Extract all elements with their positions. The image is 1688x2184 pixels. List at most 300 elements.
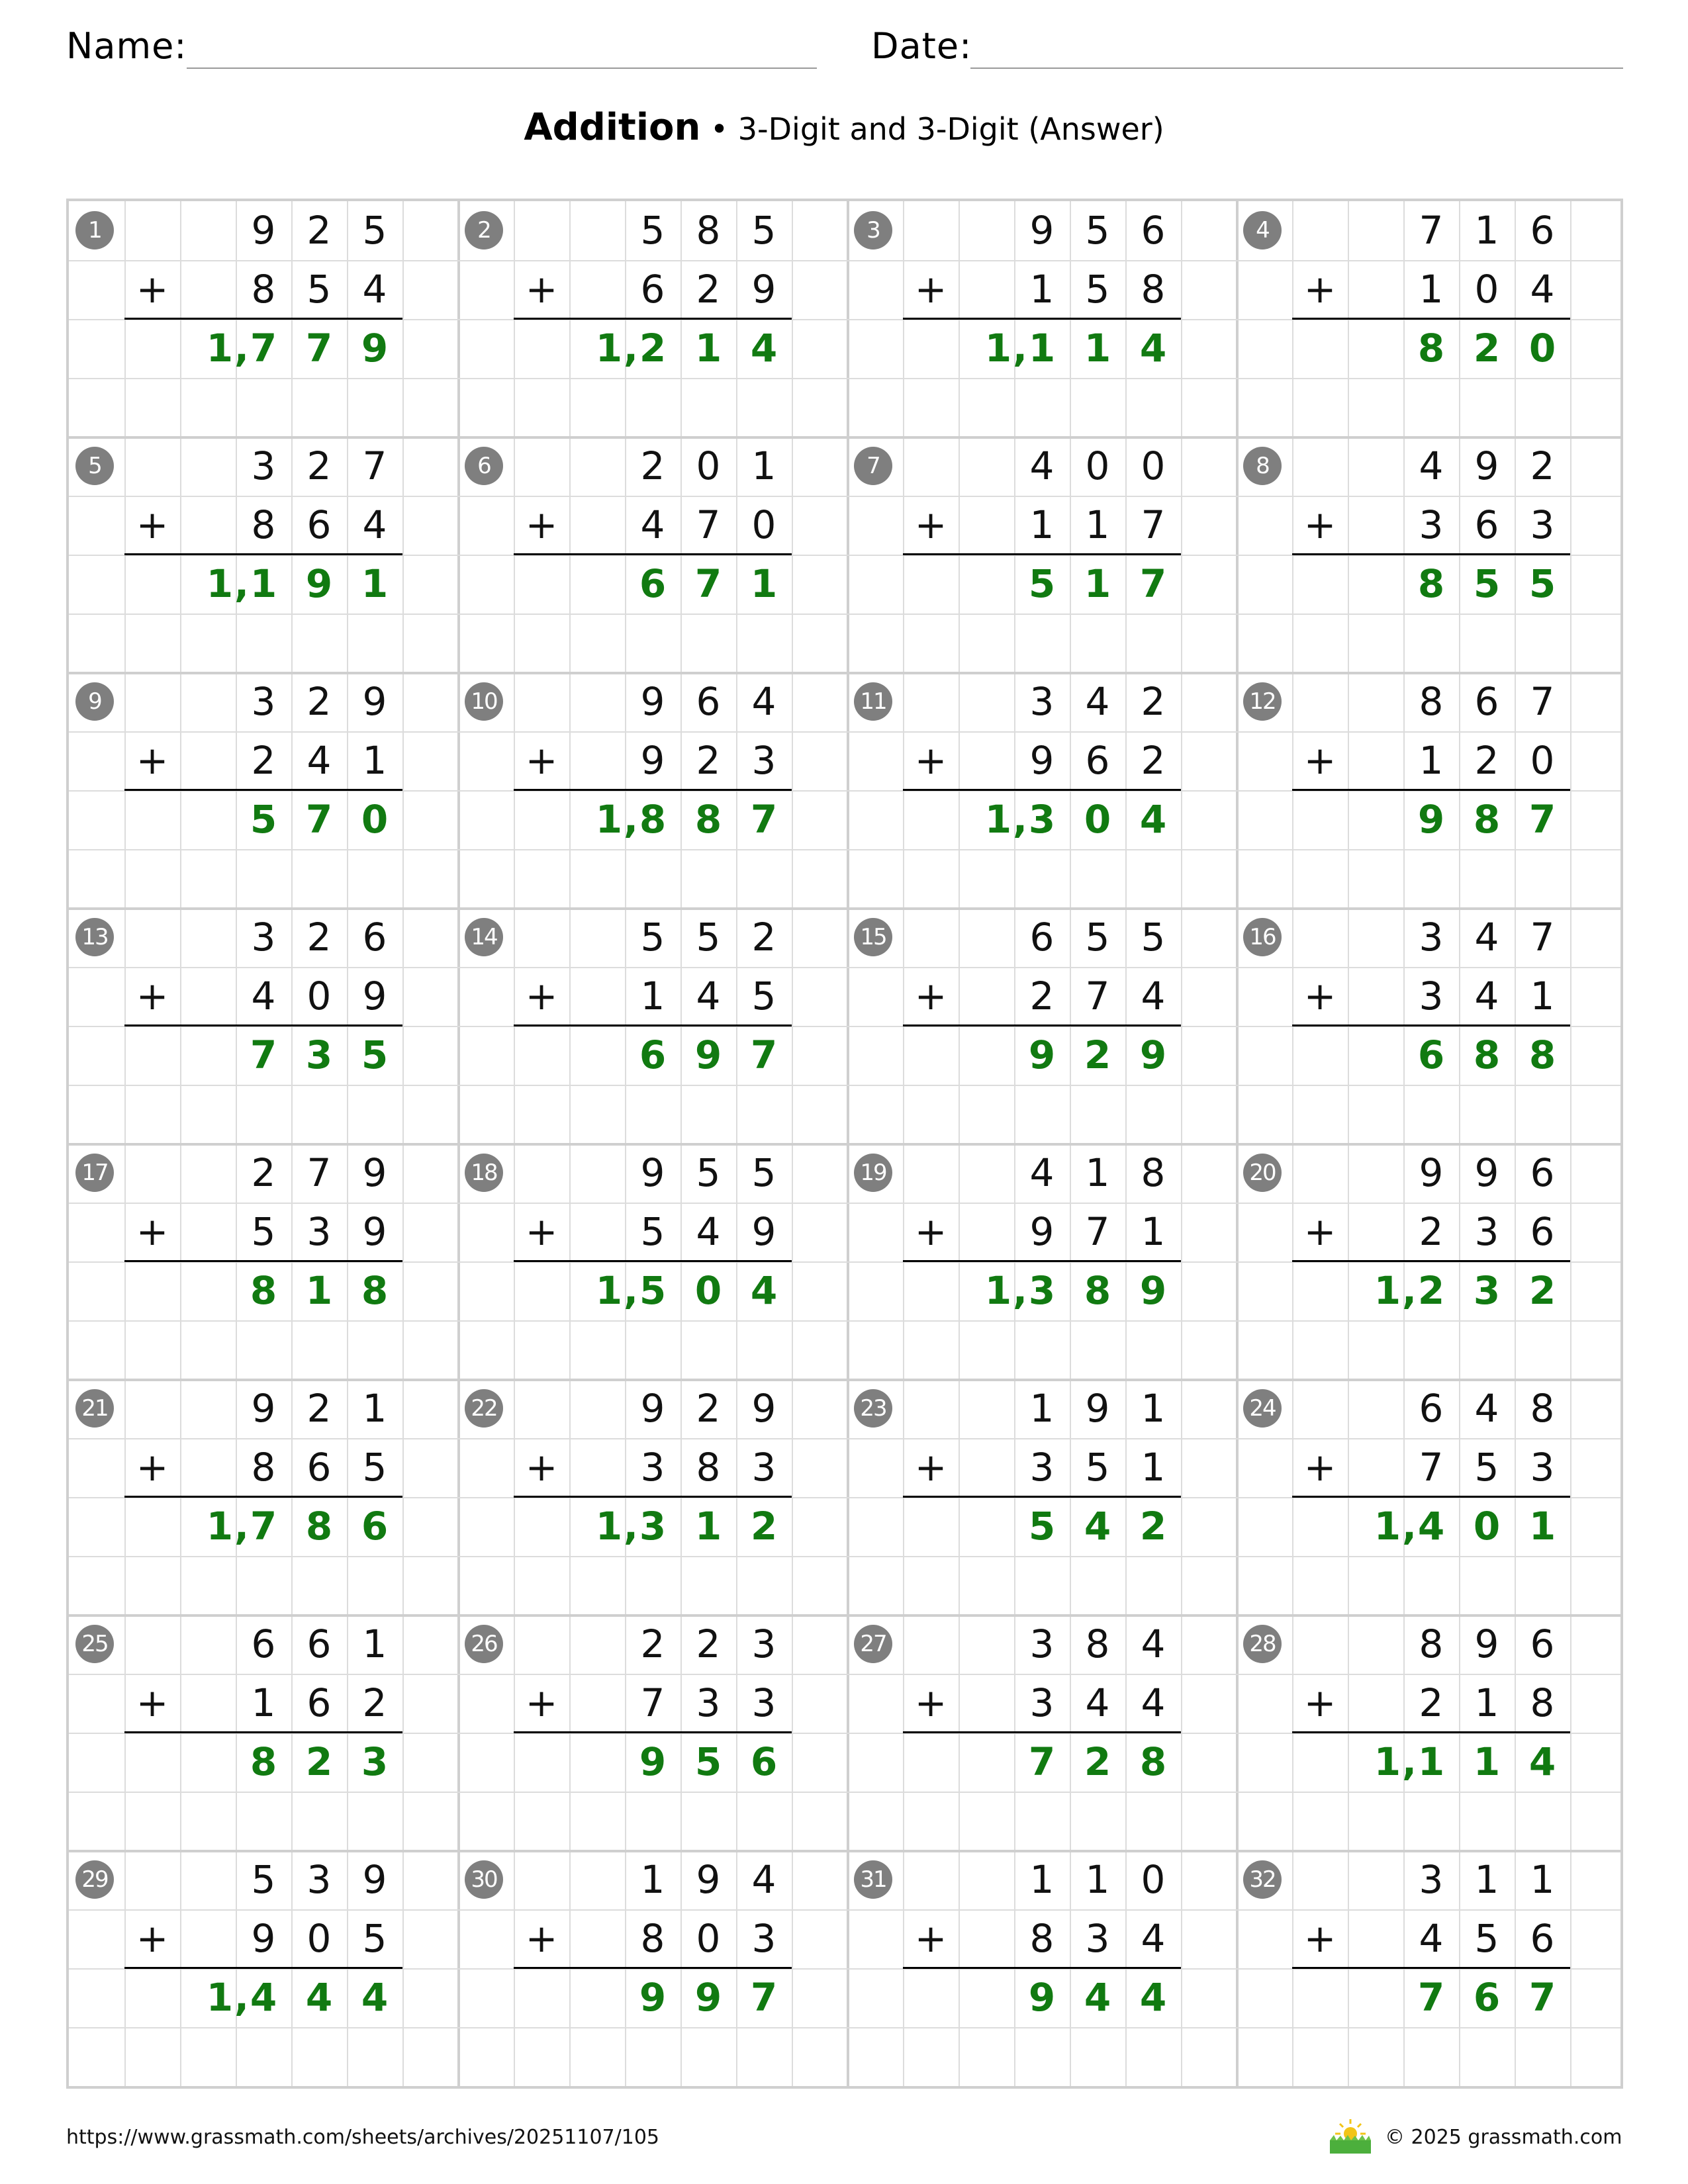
bottom-addend-digit: 5 [251, 1209, 276, 1254]
problem-29 [69, 1850, 458, 2086]
answer: 5 1 7 [1028, 561, 1167, 606]
plus-operator: + [1303, 738, 1336, 783]
bottom-addend-digit: 2 [696, 738, 721, 783]
top-addend-digit: 7 [1530, 679, 1555, 724]
answer: 1,8 8 7 [595, 797, 778, 842]
bottom-addend-digit: 9 [251, 1916, 276, 1961]
answer: 9 9 7 [639, 1975, 778, 2020]
top-addend-digit: 2 [306, 915, 332, 960]
bottom-addend-digit: 9 [1029, 1209, 1055, 1254]
top-addend-digit: 8 [1530, 1386, 1555, 1431]
answer: 7 3 5 [250, 1032, 389, 1077]
bottom-addend-digit: 6 [306, 502, 332, 547]
top-addend-digit: 6 [306, 1621, 332, 1666]
plus-operator: + [136, 267, 169, 312]
top-addend-digit: 4 [1419, 443, 1444, 488]
problem-32 [1237, 1850, 1626, 2086]
bottom-addend-digit: 4 [1474, 974, 1499, 1019]
top-addend-digit: 9 [1474, 1621, 1499, 1666]
plus-operator: + [136, 1680, 169, 1725]
problem-number-badge: 30 [465, 1860, 503, 1899]
top-addend-digit: 1 [1474, 1857, 1499, 1902]
bottom-addend-digit: 3 [696, 1680, 721, 1725]
top-addend-digit: 2 [306, 1386, 332, 1431]
top-addend-digit: 1 [1141, 1386, 1166, 1431]
problem-number-badge: 20 [1243, 1154, 1282, 1192]
top-addend-digit: 8 [1419, 679, 1444, 724]
top-addend-digit: 9 [640, 1150, 665, 1195]
answer: 1,4 0 1 [1374, 1504, 1556, 1549]
title-main: Addition [524, 106, 701, 149]
bottom-addend-digit: 1 [1530, 974, 1555, 1019]
top-addend-digit: 5 [751, 1150, 776, 1195]
bottom-addend-digit: 6 [306, 1680, 332, 1725]
problem-number-badge: 29 [75, 1860, 114, 1899]
problem-15 [847, 908, 1237, 1144]
problem-number-badge: 28 [1243, 1625, 1282, 1663]
bottom-addend-digit: 2 [362, 1680, 387, 1725]
bottom-addend-digit: 3 [751, 738, 776, 783]
problem-10 [458, 672, 847, 908]
top-addend-digit: 1 [1029, 1857, 1055, 1902]
top-addend-digit: 5 [251, 1857, 276, 1902]
answer: 9 4 4 [1028, 1975, 1167, 2020]
top-addend-digit: 1 [1085, 1857, 1110, 1902]
top-addend-digit: 4 [1029, 1150, 1055, 1195]
bottom-addend-digit: 4 [306, 738, 332, 783]
top-addend-digit: 8 [696, 208, 721, 253]
bottom-addend-digit: 1 [1474, 1680, 1499, 1725]
bottom-addend-digit: 4 [362, 267, 387, 312]
plus-operator: + [525, 502, 558, 547]
bottom-addend-digit: 5 [1085, 267, 1110, 312]
plus-operator: + [914, 502, 947, 547]
plus-operator: + [136, 1209, 169, 1254]
top-addend-digit: 9 [251, 1386, 276, 1431]
answer: 8 1 8 [250, 1268, 389, 1313]
answer: 7 6 7 [1417, 1975, 1556, 2020]
bottom-addend-digit: 5 [1474, 1445, 1499, 1490]
top-addend-digit: 5 [1141, 915, 1166, 960]
bottom-addend-digit: 3 [1474, 1209, 1499, 1254]
answer: 1,1 9 1 [206, 561, 389, 606]
top-addend-digit: 6 [1530, 1621, 1555, 1666]
problem-number-badge: 24 [1243, 1389, 1282, 1428]
problem-number-badge: 27 [854, 1625, 892, 1663]
top-addend-digit: 0 [1085, 443, 1110, 488]
bottom-addend-digit: 2 [1419, 1209, 1444, 1254]
problem-number-badge: 18 [465, 1154, 503, 1192]
problem-11 [847, 672, 1237, 908]
bottom-addend-digit: 8 [251, 502, 276, 547]
bottom-addend-digit: 6 [640, 267, 665, 312]
name-label: Name: [66, 25, 187, 67]
top-addend-digit: 2 [306, 208, 332, 253]
bottom-addend-digit: 1 [640, 974, 665, 1019]
bottom-addend-digit: 4 [1530, 267, 1555, 312]
bottom-addend-digit: 0 [751, 502, 776, 547]
plus-operator: + [914, 738, 947, 783]
problem-13 [69, 908, 458, 1144]
bottom-addend-digit: 1 [251, 1680, 276, 1725]
plus-operator: + [1303, 502, 1336, 547]
name-line [187, 68, 817, 69]
top-addend-digit: 3 [1419, 1857, 1444, 1902]
bottom-addend-digit: 8 [1029, 1916, 1055, 1961]
answer: 1,1 1 4 [1374, 1739, 1556, 1784]
problem-24 [1237, 1379, 1626, 1615]
top-addend-digit: 1 [640, 1857, 665, 1902]
answer: 9 2 9 [1028, 1032, 1167, 1077]
top-addend-digit: 9 [640, 679, 665, 724]
problem-number-badge: 8 [1243, 447, 1282, 485]
top-addend-digit: 6 [1141, 208, 1166, 253]
bottom-addend-digit: 1 [1419, 267, 1444, 312]
problem-number-badge: 26 [465, 1625, 503, 1663]
answer: 1,3 8 9 [984, 1268, 1167, 1313]
bottom-addend-digit: 1 [1141, 1445, 1166, 1490]
problem-number-badge: 2 [465, 211, 503, 250]
bottom-addend-digit: 8 [251, 267, 276, 312]
plus-operator: + [136, 738, 169, 783]
plus-operator: + [1303, 1209, 1336, 1254]
bottom-addend-digit: 9 [362, 1209, 387, 1254]
bottom-addend-digit: 1 [362, 738, 387, 783]
problem-30 [458, 1850, 847, 2086]
problem-28 [1237, 1615, 1626, 1850]
problem-20 [1237, 1144, 1626, 1379]
bottom-addend-digit: 7 [1085, 1209, 1110, 1254]
bottom-addend-digit: 6 [1530, 1916, 1555, 1961]
answer: 8 2 0 [1417, 326, 1556, 371]
bottom-addend-digit: 3 [1029, 1445, 1055, 1490]
bottom-addend-digit: 9 [751, 1209, 776, 1254]
bottom-addend-digit: 4 [1419, 1916, 1444, 1961]
top-addend-digit: 3 [251, 443, 276, 488]
problem-number-badge: 7 [854, 447, 892, 485]
bottom-addend-digit: 3 [751, 1445, 776, 1490]
problem-5 [69, 437, 458, 672]
plus-operator: + [525, 974, 558, 1019]
answer: 1,5 0 4 [595, 1268, 778, 1313]
top-addend-digit: 9 [640, 1386, 665, 1431]
answer: 6 8 8 [1417, 1032, 1556, 1077]
problem-25 [69, 1615, 458, 1850]
answer: 1,3 0 4 [984, 797, 1167, 842]
problem-number-badge: 9 [75, 682, 114, 721]
top-addend-digit: 1 [362, 1386, 387, 1431]
answer: 5 4 2 [1028, 1504, 1167, 1549]
top-addend-digit: 3 [251, 915, 276, 960]
top-addend-digit: 1 [751, 443, 776, 488]
top-addend-digit: 2 [696, 1386, 721, 1431]
bottom-addend-digit: 6 [1530, 1209, 1555, 1254]
top-addend-digit: 6 [251, 1621, 276, 1666]
problem-6 [458, 437, 847, 672]
bottom-addend-digit: 3 [1419, 974, 1444, 1019]
top-addend-digit: 9 [362, 679, 387, 724]
top-addend-digit: 2 [640, 443, 665, 488]
bottom-addend-digit: 6 [306, 1445, 332, 1490]
plus-operator: + [525, 1445, 558, 1490]
answer: 1,1 1 4 [984, 326, 1167, 371]
top-addend-digit: 2 [306, 679, 332, 724]
bottom-addend-digit: 2 [1474, 738, 1499, 783]
problem-number-badge: 3 [854, 211, 892, 250]
bottom-addend-digit: 0 [1474, 267, 1499, 312]
answer: 6 7 1 [639, 561, 778, 606]
bottom-addend-digit: 8 [251, 1445, 276, 1490]
top-addend-digit: 1 [1029, 1386, 1055, 1431]
plus-operator: + [525, 1680, 558, 1725]
problem-number-badge: 6 [465, 447, 503, 485]
problem-number-badge: 10 [465, 682, 503, 721]
problem-1 [69, 201, 458, 437]
problem-number-badge: 4 [1243, 211, 1282, 250]
bottom-addend-digit: 9 [640, 738, 665, 783]
top-addend-digit: 1 [362, 1621, 387, 1666]
problem-number-badge: 22 [465, 1389, 503, 1428]
answer: 1,2 1 4 [595, 326, 778, 371]
bottom-addend-digit: 9 [751, 267, 776, 312]
problem-22 [458, 1379, 847, 1615]
problem-26 [458, 1615, 847, 1850]
bottom-addend-digit: 4 [696, 974, 721, 1019]
problem-number-badge: 23 [854, 1389, 892, 1428]
bottom-addend-digit: 4 [696, 1209, 721, 1254]
top-addend-digit: 3 [1029, 1621, 1055, 1666]
bottom-addend-digit: 8 [640, 1916, 665, 1961]
bottom-addend-digit: 4 [1141, 974, 1166, 1019]
grass-sun-logo-icon [1327, 2115, 1374, 2156]
plus-operator: + [914, 974, 947, 1019]
bottom-addend-digit: 6 [1085, 738, 1110, 783]
top-addend-digit: 9 [1474, 1150, 1499, 1195]
bottom-addend-digit: 4 [640, 502, 665, 547]
bottom-addend-digit: 4 [1141, 1680, 1166, 1725]
problem-19 [847, 1144, 1237, 1379]
bottom-addend-digit: 3 [306, 1209, 332, 1254]
plus-operator: + [1303, 974, 1336, 1019]
bottom-addend-digit: 1 [1419, 738, 1444, 783]
problem-number-badge: 31 [854, 1860, 892, 1899]
top-addend-digit: 3 [306, 1857, 332, 1902]
bottom-addend-digit: 8 [696, 1445, 721, 1490]
top-addend-digit: 9 [1419, 1150, 1444, 1195]
bottom-addend-digit: 4 [362, 502, 387, 547]
title-bullet: • [710, 111, 729, 147]
top-addend-digit: 9 [696, 1857, 721, 1902]
bottom-addend-digit: 2 [696, 267, 721, 312]
top-addend-digit: 9 [751, 1386, 776, 1431]
problem-number-badge: 11 [854, 682, 892, 721]
top-addend-digit: 4 [1029, 443, 1055, 488]
bottom-addend-digit: 2 [1141, 738, 1166, 783]
top-addend-digit: 2 [1530, 443, 1555, 488]
top-addend-digit: 7 [306, 1150, 332, 1195]
bottom-addend-digit: 1 [1085, 502, 1110, 547]
problem-31 [847, 1850, 1237, 2086]
plus-operator: + [1303, 1445, 1336, 1490]
top-addend-digit: 5 [640, 915, 665, 960]
plus-operator: + [1303, 267, 1336, 312]
problem-number-badge: 16 [1243, 918, 1282, 956]
top-addend-digit: 9 [1029, 208, 1055, 253]
top-addend-digit: 5 [696, 1150, 721, 1195]
top-addend-digit: 6 [696, 679, 721, 724]
date-line [970, 68, 1623, 69]
worksheet-title [0, 106, 1688, 151]
top-addend-digit: 4 [1085, 679, 1110, 724]
top-addend-digit: 4 [1474, 1386, 1499, 1431]
top-addend-digit: 7 [1530, 915, 1555, 960]
problem-2 [458, 201, 847, 437]
problem-4 [1237, 201, 1626, 437]
top-addend-digit: 9 [362, 1857, 387, 1902]
bottom-addend-digit: 0 [696, 1916, 721, 1961]
bottom-addend-digit: 3 [751, 1916, 776, 1961]
footer-copyright: © 2025 grassmath.com [1385, 2126, 1622, 2149]
top-addend-digit: 2 [751, 915, 776, 960]
answer: 1,2 3 2 [1374, 1268, 1556, 1313]
bottom-addend-digit: 3 [1029, 1680, 1055, 1725]
plus-operator: + [525, 738, 558, 783]
plus-operator: + [914, 1209, 947, 1254]
bottom-addend-digit: 7 [696, 502, 721, 547]
top-addend-digit: 4 [751, 679, 776, 724]
plus-operator: + [1303, 1916, 1336, 1961]
top-addend-digit: 0 [1141, 443, 1166, 488]
problem-number-badge: 1 [75, 211, 114, 250]
problem-number-badge: 5 [75, 447, 114, 485]
bottom-addend-digit: 3 [640, 1445, 665, 1490]
top-addend-digit: 6 [1530, 208, 1555, 253]
plus-operator: + [136, 974, 169, 1019]
bottom-addend-digit: 4 [1141, 1916, 1166, 1961]
plus-operator: + [914, 1445, 947, 1490]
top-addend-digit: 1 [1474, 208, 1499, 253]
top-addend-digit: 6 [1419, 1386, 1444, 1431]
problem-number-badge: 21 [75, 1389, 114, 1428]
bottom-addend-digit: 6 [1474, 502, 1499, 547]
problem-21 [69, 1379, 458, 1615]
bottom-addend-digit: 7 [1141, 502, 1166, 547]
plus-operator: + [136, 502, 169, 547]
top-addend-digit: 3 [1029, 679, 1055, 724]
top-addend-digit: 0 [1141, 1857, 1166, 1902]
bottom-addend-digit: 5 [640, 1209, 665, 1254]
bottom-addend-digit: 1 [1029, 502, 1055, 547]
top-addend-digit: 5 [1085, 915, 1110, 960]
plus-operator: + [525, 1916, 558, 1961]
top-addend-digit: 9 [1085, 1386, 1110, 1431]
footer-url: https://www.grassmath.com/sheets/archives/20251107/105 [66, 2126, 660, 2149]
top-addend-digit: 5 [1085, 208, 1110, 253]
plus-operator: + [914, 1916, 947, 1961]
top-addend-digit: 6 [362, 915, 387, 960]
top-addend-digit: 4 [1474, 915, 1499, 960]
plus-operator: + [1303, 1680, 1336, 1725]
date-label: Date: [871, 25, 972, 67]
problem-grid [66, 199, 1623, 2089]
bottom-addend-digit: 3 [751, 1680, 776, 1725]
bottom-addend-digit: 7 [1419, 1445, 1444, 1490]
top-addend-digit: 2 [1141, 679, 1166, 724]
problem-number-badge: 25 [75, 1625, 114, 1663]
top-addend-digit: 5 [696, 915, 721, 960]
answer: 6 9 7 [639, 1032, 778, 1077]
problem-3 [847, 201, 1237, 437]
plus-operator: + [914, 267, 947, 312]
bottom-addend-digit: 0 [1530, 738, 1555, 783]
problem-9 [69, 672, 458, 908]
bottom-addend-digit: 0 [306, 1916, 332, 1961]
top-addend-digit: 8 [1141, 1150, 1166, 1195]
plus-operator: + [136, 1445, 169, 1490]
top-addend-digit: 9 [1474, 443, 1499, 488]
bottom-addend-digit: 9 [362, 974, 387, 1019]
bottom-addend-digit: 3 [1419, 502, 1444, 547]
top-addend-digit: 2 [640, 1621, 665, 1666]
bottom-addend-digit: 2 [1029, 974, 1055, 1019]
problem-number-badge: 17 [75, 1154, 114, 1192]
bottom-addend-digit: 5 [306, 267, 332, 312]
problem-7 [847, 437, 1237, 672]
problem-23 [847, 1379, 1237, 1615]
problem-number-badge: 12 [1243, 682, 1282, 721]
top-addend-digit: 6 [1530, 1150, 1555, 1195]
plus-operator: + [914, 1680, 947, 1725]
problem-number-badge: 13 [75, 918, 114, 956]
bottom-addend-digit: 8 [1530, 1680, 1555, 1725]
top-addend-digit: 0 [696, 443, 721, 488]
problem-27 [847, 1615, 1237, 1850]
answer: 8 5 5 [1417, 561, 1556, 606]
problem-18 [458, 1144, 847, 1379]
bottom-addend-digit: 8 [1141, 267, 1166, 312]
answer: 9 8 7 [1417, 797, 1556, 842]
top-addend-digit: 2 [696, 1621, 721, 1666]
top-addend-digit: 5 [640, 208, 665, 253]
answer: 1,4 4 4 [206, 1975, 389, 2020]
bottom-addend-digit: 4 [1085, 1680, 1110, 1725]
bottom-addend-digit: 4 [251, 974, 276, 1019]
title-subtitle: 3-Digit and 3-Digit (Answer) [737, 111, 1164, 147]
answer: 5 7 0 [250, 797, 389, 842]
problem-17 [69, 1144, 458, 1379]
bottom-addend-digit: 5 [1474, 1916, 1499, 1961]
top-addend-digit: 8 [1419, 1621, 1444, 1666]
top-addend-digit: 3 [251, 679, 276, 724]
bottom-addend-digit: 1 [1141, 1209, 1166, 1254]
top-addend-digit: 5 [362, 208, 387, 253]
bottom-addend-digit: 9 [1029, 738, 1055, 783]
answer: 9 5 6 [639, 1739, 778, 1784]
top-addend-digit: 2 [251, 1150, 276, 1195]
top-addend-digit: 6 [1474, 679, 1499, 724]
answer: 1,3 1 2 [595, 1504, 778, 1549]
bottom-addend-digit: 3 [1530, 502, 1555, 547]
top-addend-digit: 4 [751, 1857, 776, 1902]
top-addend-digit: 3 [1419, 915, 1444, 960]
problem-number-badge: 19 [854, 1154, 892, 1192]
bottom-addend-digit: 5 [362, 1445, 387, 1490]
bottom-addend-digit: 3 [1085, 1916, 1110, 1961]
top-addend-digit: 8 [1085, 1621, 1110, 1666]
top-addend-digit: 1 [1530, 1857, 1555, 1902]
bottom-addend-digit: 5 [1085, 1445, 1110, 1490]
bottom-addend-digit: 3 [1530, 1445, 1555, 1490]
